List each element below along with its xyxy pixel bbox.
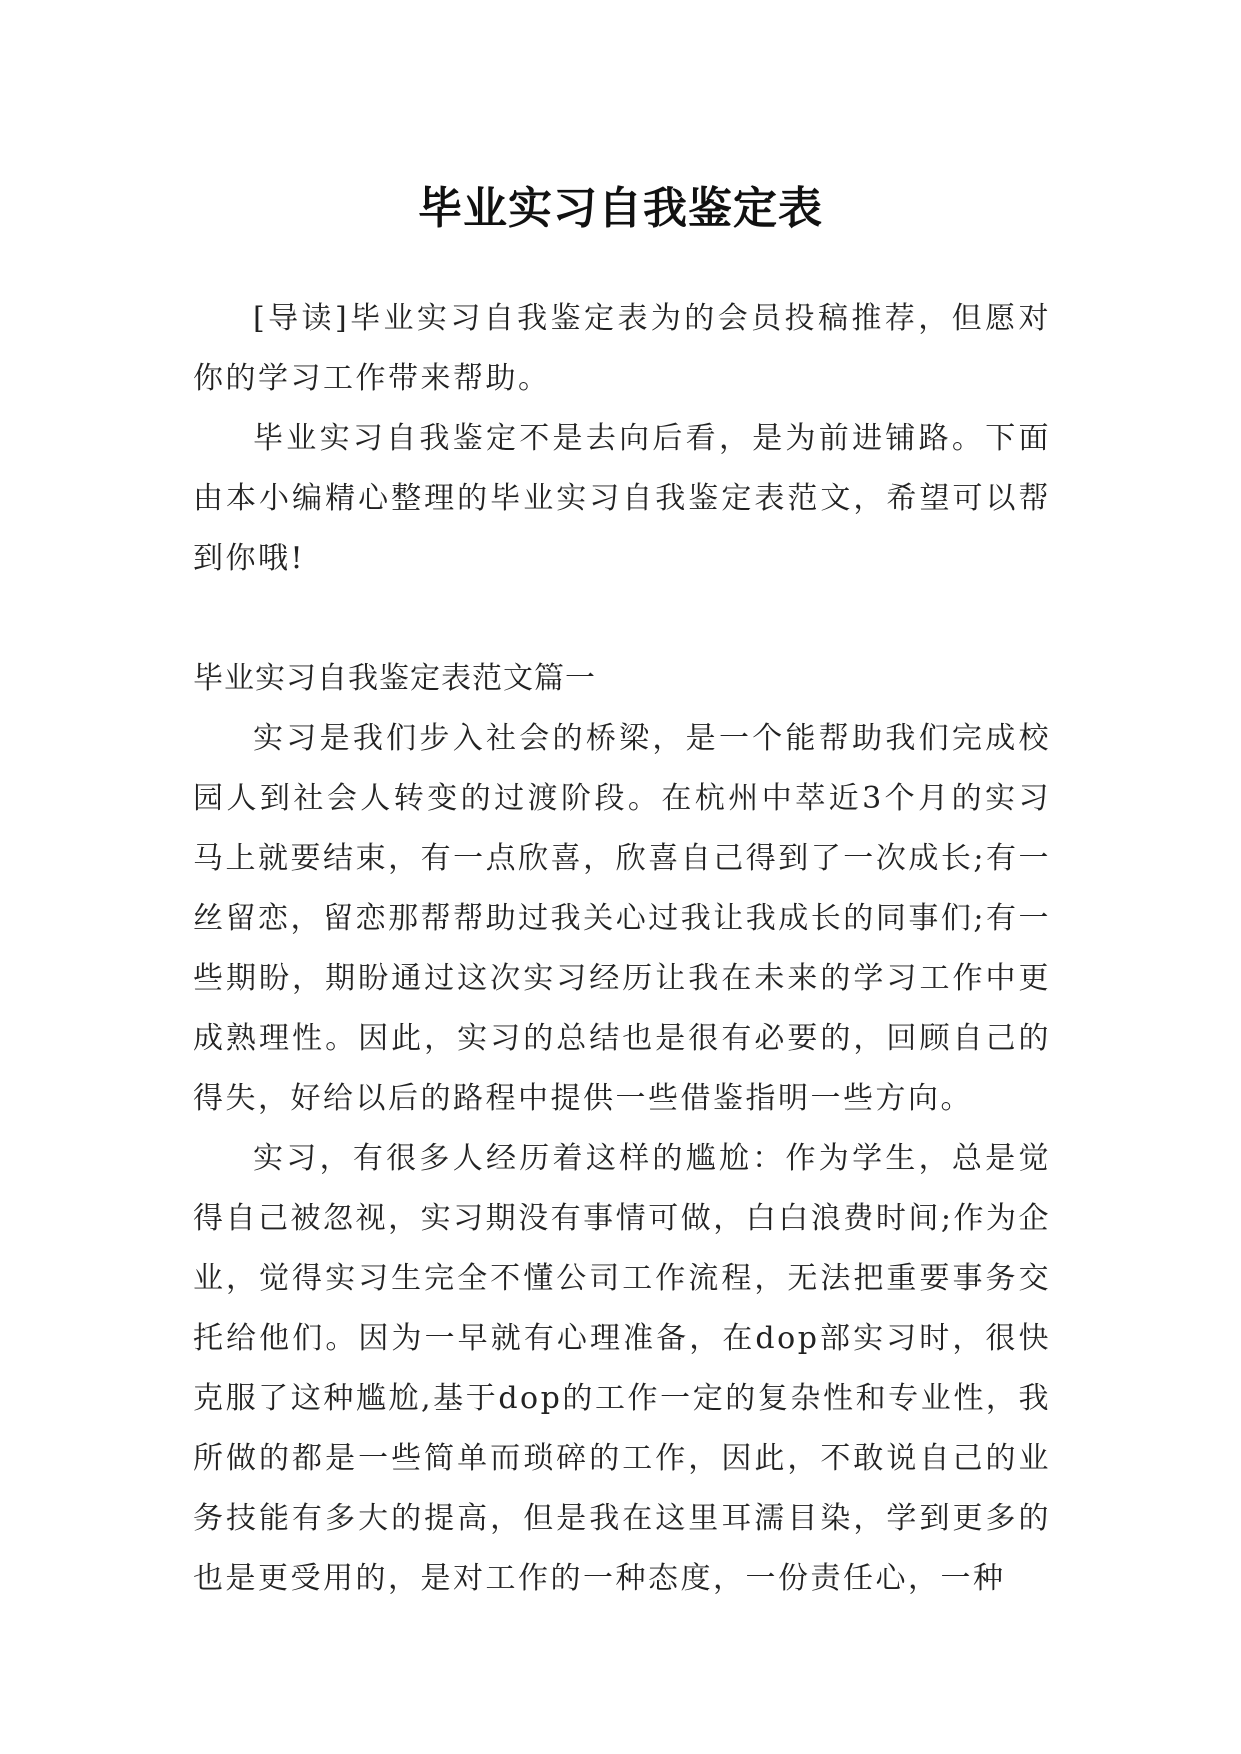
intro-paragraph: [导读]毕业实习自我鉴定表为的会员投稿推荐，但愿对你的学习工作带来帮助。 xyxy=(193,301,1051,396)
document-title: 毕业实习自我鉴定表 xyxy=(418,183,823,235)
document-body xyxy=(193,289,1051,1609)
body-paragraph: 实习是我们步入社会的桥梁，是一个能帮助我们完成校园人到社会人转变的过渡阶段。在杭州中萃近3个月的实习马上就要结束，有一点欣喜，欣喜自己得到了一次成长;有一丝留恋，留恋那帮帮助过我关心过我让我成长的同事们;有一些期盼，期盼通过这次实习经历让我在未来的学习工作中更成熟理性。因此，实习的总结也是很有必要的，回顾自己的得失，好给以后的路程中提供一些借鉴指明一些方向。 xyxy=(193,721,1051,1116)
body-paragraph: 实习，有很多人经历着这样的尴尬：作为学生，总是觉得自己被忽视，实习期没有事情可做，白白浪费时间;作为企业，觉得实习生完全不懂公司工作流程，无法把重要事务交托给他们。因为一早就有心理准备，在dop部实习时，很快克服了这种尴尬,基于dop的工作一定的复杂性和专业性，我所做的都是一些简单而琐碎的工作，因此，不敢说自己的业务技能有多大的提高，但是我在这里耳濡目染，学到更多的也是更受用的，是对工作的一种态度，一份责任心，一种 xyxy=(193,1141,1051,1596)
preface-paragraph: 毕业实习自我鉴定不是去向后看，是为前进铺路。下面由本小编精心整理的毕业实习自我鉴定表范文，希望可以帮到你哦! xyxy=(193,421,1051,576)
section-heading: 毕业实习自我鉴定表范文篇一 xyxy=(193,661,596,696)
